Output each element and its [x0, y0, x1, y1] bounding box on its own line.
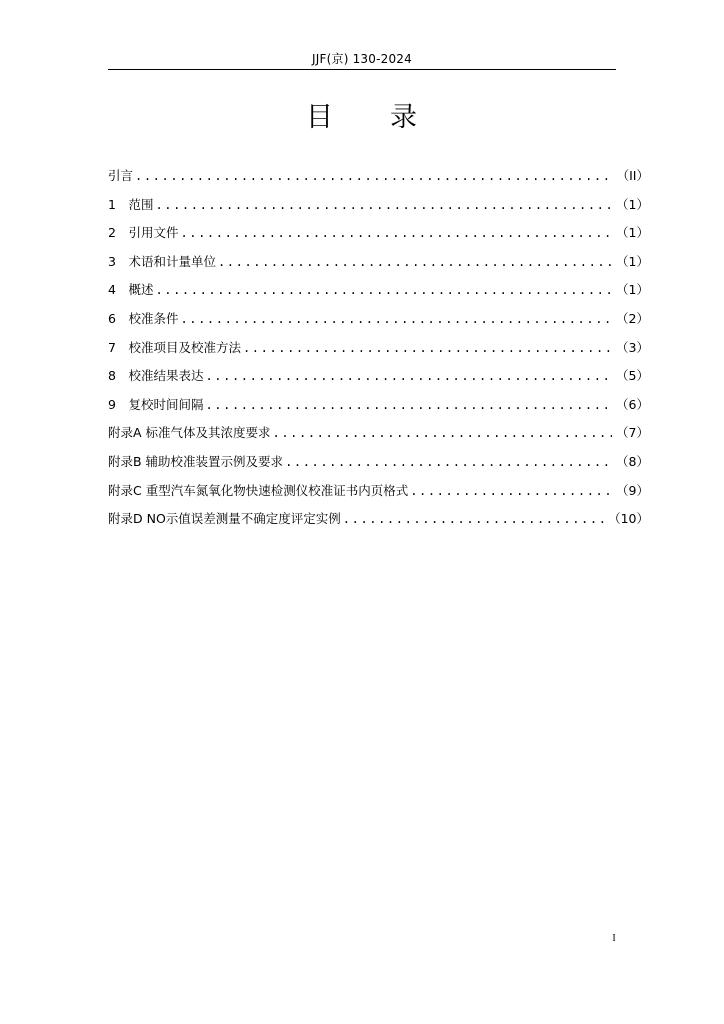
toc-entry-page: （10）: [608, 511, 649, 527]
toc-entry-label: 附录B 辅助校准装置示例及要求: [108, 453, 284, 469]
toc-entry-label: 引言: [108, 168, 134, 183]
toc-entry-references[interactable]: [108, 223, 649, 252]
toc-entry-page: （9）: [616, 482, 649, 498]
toc-entry-label: 8 校准结果表达: [108, 368, 204, 384]
toc-leader-dots: [155, 195, 612, 215]
document-code-header: JJF(京) 130-2024: [312, 52, 412, 66]
toc-entry-page: （1）: [616, 282, 649, 298]
toc-entry-label: 附录D NO示值误差测量不确定度评定实例: [108, 511, 341, 527]
toc-entry-appendix-d[interactable]: [108, 509, 649, 538]
toc-entry-label: 7 校准项目及校准方法: [108, 339, 241, 355]
toc-entry-label: 9 复校时间间隔: [108, 396, 204, 412]
toc-entry-result-expression[interactable]: [108, 366, 649, 395]
toc-entry-page: （1）: [616, 196, 649, 212]
table-of-contents: [108, 166, 649, 538]
toc-entry-scope[interactable]: [108, 195, 649, 224]
toc-entry-label: 附录A 标准气体及其浓度要求: [108, 425, 271, 441]
header-rule: [108, 69, 616, 70]
toc-entry-appendix-b[interactable]: [108, 452, 649, 481]
toc-leader-dots: [285, 452, 612, 472]
toc-entry-foreword[interactable]: [108, 166, 649, 195]
toc-leader-dots: [343, 509, 604, 529]
toc-leader-dots: [205, 366, 612, 386]
toc-leader-dots: [180, 223, 612, 243]
toc-entry-label: 6 校准条件: [108, 310, 179, 326]
toc-leader-dots: [205, 395, 612, 415]
toc-entry-recalibration-interval[interactable]: [108, 395, 649, 424]
page-number: I: [612, 933, 616, 944]
toc-leader-dots: [410, 481, 612, 501]
toc-entry-page: （6）: [616, 396, 649, 412]
toc-entry-label: 3 术语和计量单位: [108, 253, 216, 269]
toc-entry-page: （2）: [616, 310, 649, 326]
toc-leader-dots: [180, 309, 612, 329]
toc-entry-page: （II）: [616, 168, 649, 183]
page-title: 目 录: [306, 102, 418, 133]
toc-entry-page: （1）: [616, 253, 649, 269]
toc-leader-dots: [135, 166, 613, 186]
toc-entry-label: 附录C 重型汽车氮氧化物快速检测仪校准证书内页格式: [108, 482, 409, 498]
toc-entry-calibration-conditions[interactable]: [108, 309, 649, 338]
toc-entry-appendix-a[interactable]: [108, 423, 649, 452]
toc-entry-overview[interactable]: [108, 280, 649, 309]
toc-entry-label: 4 概述: [108, 282, 154, 298]
toc-leader-dots: [218, 252, 612, 272]
toc-entry-page: （7）: [616, 425, 649, 441]
toc-entry-label: 1 范围: [108, 196, 154, 212]
toc-entry-page: （3）: [616, 339, 649, 355]
toc-leader-dots: [155, 280, 612, 300]
toc-entry-appendix-c[interactable]: [108, 481, 649, 510]
toc-entry-label: 2 引用文件: [108, 225, 179, 241]
toc-leader-dots: [243, 338, 612, 358]
toc-entry-calibration-items[interactable]: [108, 338, 649, 367]
toc-entry-page: （5）: [616, 368, 649, 384]
toc-leader-dots: [273, 423, 613, 443]
toc-entry-terms[interactable]: [108, 252, 649, 281]
toc-entry-page: （1）: [616, 225, 649, 241]
toc-entry-page: （8）: [616, 453, 649, 469]
